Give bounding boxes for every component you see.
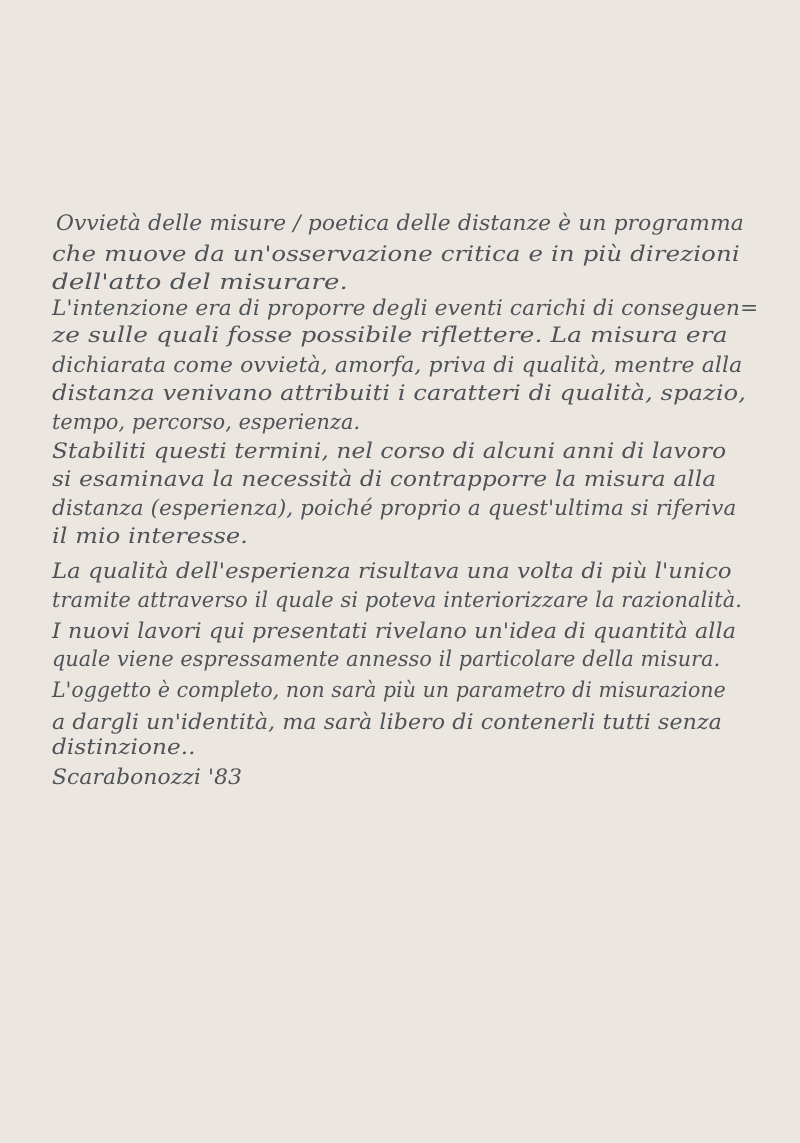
handwritten-line: distinzione.. <box>52 735 196 759</box>
handwritten-line: distanza venivano attribuiti i caratteri di qualità, spazio, <box>52 381 746 405</box>
handwritten-line: La qualità dell'esperienza risultava una volta di più l'unico <box>52 559 732 583</box>
handwritten-line: Ovvietà delle misure / poetica delle distanze è un programma <box>56 211 744 235</box>
handwritten-line: dichiarata come ovvietà, amorfa, priva di qualità, mentre alla <box>52 353 743 377</box>
handwritten-line: dell'atto del misurare. <box>52 270 348 294</box>
signature: Scarabonozzi '83 <box>52 765 243 789</box>
handwritten-line: I nuovi lavori qui presentati rivelano un'idea di quantità alla <box>52 619 737 643</box>
handwritten-line: si esaminava la necessità di contrapporre la misura alla <box>52 467 717 491</box>
handwritten-line: L'intenzione era di proporre degli eventi carichi di conseguen= <box>52 296 759 320</box>
handwritten-line: a dargli un'identità, ma sarà libero di contenerli tutti senza <box>52 710 722 734</box>
handwritten-line: tempo, percorso, esperienza. <box>52 410 361 434</box>
handwritten-line: tramite attraverso il quale si poteva interiorizzare la razionalità. <box>52 588 743 612</box>
handwritten-line: quale viene espressamente annesso il particolare della misura. <box>52 647 721 671</box>
handwritten-line: il mio interesse. <box>52 524 248 548</box>
handwritten-line: L'oggetto è completo, non sarà più un parametro di misurazione <box>52 678 726 702</box>
handwritten-line: ze sulle quali fosse possibile riflettere. La misura era <box>52 323 728 347</box>
handwritten-line: Stabiliti questi termini, nel corso di alcuni anni di lavoro <box>52 439 727 463</box>
handwritten-line: che muove da un'osservazione critica e in più direzioni <box>52 242 740 266</box>
handwritten-line: distanza (esperienza), poiché proprio a quest'ultima si riferiva <box>52 496 737 520</box>
